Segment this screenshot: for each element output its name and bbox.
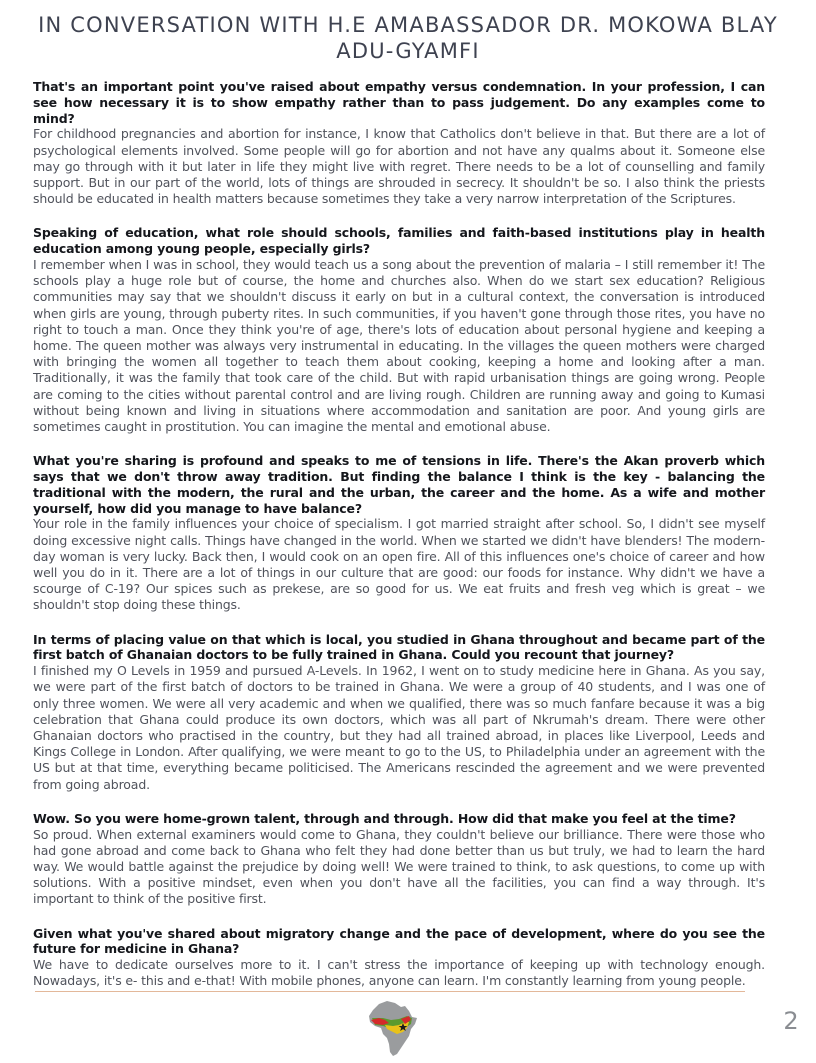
page-title-line-2: ADU-GYAMFI bbox=[336, 39, 480, 63]
interview-answer: Your role in the family influences your choice of specialism. I got married straight after school. So, I didn't see myself doing excessive night calls. Things have changed in the world. When we started we didn't have blenders! The modern-day woman is very lucky. Back then, I would cook on an open fire. All of this influences one's choice of career and how well you do in it. There are a lot of things in our culture that are good: our foods for instance. Why didn't we have a scourge of C-19? Our spices such as prekese, are so good for us. We eat fruits and fresh veg which is great – we shouldn't stop doing these things. bbox=[33, 516, 765, 613]
interview-answer: I finished my O Levels in 1959 and pursued A-Levels. In 1962, I went on to study medicine here in Ghana. As you say, we were part of the first batch of doctors to be trained in Ghana. We were a group of 40 students, and I was one of only three women. We were all very academic and when we qualified, there was so much fanfare because it was a big celebration that Ghana could produce its own doctors, which was all part of Nkrumah's dream. There were other Ghanaian doctors who practised in the country, but they had all trained abroad, in places like Liverpool, Leeds and Kings College in London. After qualifying, we were meant to go to the US, to Philadelphia under an agreement with the US but at that time, everything became politicised. The Americans rescinded the agreement and we were prevented from going abroad. bbox=[33, 663, 765, 792]
interview-answer: I remember when I was in school, they would teach us a song about the prevention of malaria – I still remember it! The schools play a huge role but of course, the home and churches also. When do we start sex education? Religious communities may say that we shouldn't discuss it early on but in a cultural context, the conversation is introduced when girls are young, through puberty rites. In such communities, if you haven't gone through those rites, you have no right to touch a man. Once they think you're of age, there's lots of education about personal hygiene and keeping a home. The queen mother was always very instrumental in educating. In the villages the queen mothers were charged with bringing the women all together to teach them about cooking, keeping a home and looking after a man. Traditionally, it was the family that took care of the child. But with rapid urbanisation things are going wrong. People are coming to the cities without parental control and are living rough. Children are running away and going to Kumasi without being known and living in situations where accommodation and sanitation are poor. And young girls are sometimes caught in prostitution. You can imagine the mental and emotional abuse. bbox=[33, 257, 765, 435]
interview-question: Speaking of education, what role should schools, families and faith-based institutions play in health education among young people, especially girls? bbox=[33, 225, 765, 257]
interview-question: What you're sharing is profound and speaks to me of tensions in life. There's the Akan proverb which says that we don't throw away tradition. But finding the balance I think is the key - balancing the traditional with the modern, the rural and the urban, the career and the home. As a wife and mother yourself, how did you manage to have balance? bbox=[33, 453, 765, 516]
qa-block bbox=[33, 811, 765, 908]
interview-question: That's an important point you've raised about empathy versus condemnation. In your profession, I can see how necessary it is to show empathy rather than to pass judgement. Do any examples come to mind? bbox=[33, 79, 765, 126]
interview-question: Given what you've shared about migratory change and the pace of development, where do you see the future for medicine in Ghana? bbox=[33, 925, 765, 957]
interview-answer: So proud. When external examiners would come to Ghana, they couldn't believe our brilliance. There were those who had gone abroad and come back to Ghana who felt they had done better than us but truly, we had to learn the hard way. We would battle against the prejudice by doing well! We were trained to think, to ask questions, to come up with solutions. With a positive mindset, even when you don't have all the facilities, you can find a way through. It's important to think of the positive first. bbox=[33, 826, 765, 907]
interview-body bbox=[33, 79, 765, 1008]
page-number: 2 bbox=[783, 1007, 799, 1035]
interview-answer: For childhood pregnancies and abortion for instance, I know that Catholics don't believe in that. But there are a lot of psychological elements involved. Some people will go for abortion and not have any qualms about it. Someone else may go through with it but later in life they might live with regret. There needs to be a lot of counselling and family support. But in our part of the world, lots of things are shrouded in secrecy. It shouldn't be so. I also think the priests should be educated in health matters because sometimes they take a very narrow interpretation of the Scriptures. bbox=[33, 126, 765, 207]
footer-divider bbox=[35, 991, 745, 992]
page-title bbox=[10, 12, 806, 64]
qa-block bbox=[33, 453, 765, 613]
qa-block bbox=[33, 632, 765, 793]
interview-answer: We have to dedicate ourselves more to it. I can't stress the importance of keeping up with technology enough. Nowadays, it's e- this and e-that! With mobile phones, anyone can learn. I'm constantly learning from young people. bbox=[33, 957, 765, 989]
page-title-line-1: IN CONVERSATION WITH H.E AMABASSADOR DR. MOKOWA BLAY bbox=[38, 13, 778, 37]
qa-block bbox=[33, 225, 765, 435]
interview-question: In terms of placing value on that which is local, you studied in Ghana throughout and became part of the first batch of Ghanaian doctors to be fully trained in Ghana. Could you recount that journey? bbox=[33, 631, 765, 663]
qa-block bbox=[33, 926, 765, 990]
qa-block bbox=[33, 79, 765, 207]
africa-map-icon bbox=[365, 998, 421, 1058]
interview-question: Wow. So you were home-grown talent, through and through. How did that make you feel at the time? bbox=[33, 810, 736, 826]
